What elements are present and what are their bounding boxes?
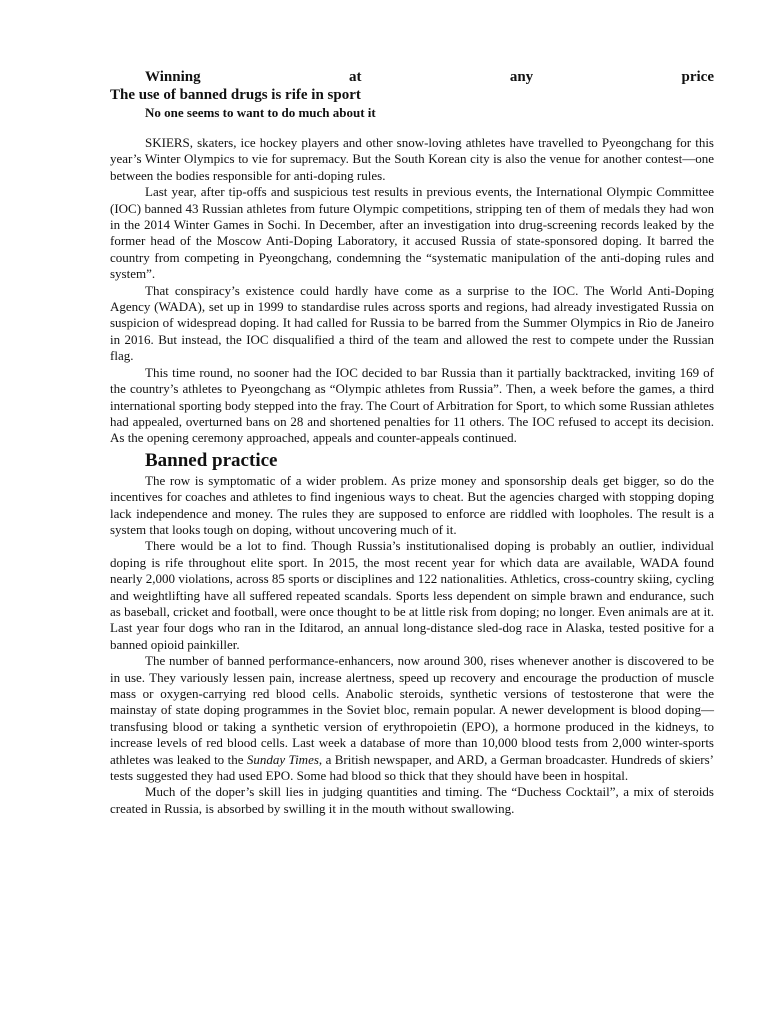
newspaper-name: Sunday Times: [246, 751, 319, 767]
paragraph: The row is symptomatic of a wider problem. As prize money and sponsorship deals get bigger, so do the incentives for coaches and athletes to find ingenious ways to cheat. But the agencies charged with stopping doping lack independence and money. The rules they are supposed to enforce are riddled with loopholes. The result is a system that looks tough on doping, without uncovering much of it.: [110, 472, 714, 537]
article-subtitle: The use of banned drugs is rife in sport: [110, 87, 361, 103]
paragraph: This time round, no sooner had the IOC decided to bar Russia than it partially backtracked, inviting 169 of the country’s athletes to Pyeongchang as “Olympic athletes from Russia”. Then, a week before the games, a third international sporting body stepped into the fray. The Court of Arbitration for Sport, to which some Russian athletes had appealed, overturned bans on 28 and shortened penalties for 11 others. The IOC refused to accept its decision. As the opening ceremony approached, appeals and counter-appeals continued.: [110, 364, 714, 446]
paragraph: SKIERS, skaters, ice hockey players and other snow-loving athletes have travelled to Pyeongchang for this year’s Winter Olympics to vie for supremacy. But the South Korean city is also the venue for another contest—one between the bodies responsible for anti-doping rules.: [110, 135, 714, 183]
title-word: Winning: [145, 69, 201, 85]
title-word: price: [681, 69, 714, 85]
paragraph: [110, 653, 714, 784]
paragraph-text: The number of banned performance-enhancers, now around 300, rises whenever another is discovered to be in use. They variously lessen pain, increase alertness, speed up recovery and encourage the production of muscle mass or oxygen-carrying red blood cells. Anabolic steroids, synthetic versions of testosterone that were the mainstay of state doping programmes in the Soviet bloc, remain popular. A newer development is blood doping—transfusing blood or taking a synthetic version of erythropoietin (EPO), a hormone produced in the kidneys, to increase levels of red blood cells. Last week a database of more than 10,000 blood tests from 2,000 winter-sports athletes was leaked to the: [110, 653, 714, 767]
article: [110, 68, 714, 817]
article-kicker: No one seems to want to do much about it: [145, 105, 376, 120]
paragraph: Much of the doper’s skill lies in judging quantities and timing. The “Duchess Cocktail”, a mix of steroids created in Russia, is absorbed by swilling it in the mouth without swallowing.: [110, 784, 714, 816]
paragraph-text: , a British newspaper, and ARD, a German broadcaster. Hundreds of skiers’ tests suggested they had used EPO. Some had blood so thick that they should have been in hospital.: [110, 751, 714, 784]
paragraph: There would be a lot to find. Though Russia’s institutionalised doping is probably an outlier, individual doping is rife throughout elite sport. In 2015, the most recent year for which data are available, WADA found nearly 2,000 violations, across 85 sports or disciplines and 122 nationalities. Athletics, cross-country skiing, cycling and weightlifting have all suffered repeated scandals. Sports less dependent on simple brawn and endurance, such as baseball, cricket and football, were once thought to be at little risk from doping; no longer. Even animals are at it. Last year four dogs who ran in the Iditarod, an annual long-distance sled-dog race in Alaska, tested positive for a banned opioid painkiller.: [110, 538, 714, 652]
title-word: any: [509, 69, 534, 85]
section-heading: Banned practice: [145, 449, 278, 471]
paragraph: That conspiracy’s existence could hardly have come as a surprise to the IOC. The World Anti-Doping Agency (WADA), set up in 1999 to standardise rules across sports and regions, had already investigated Russia on suspicion of widespread doping. It had called for Russia to be barred from the Summer Olympics in Rio de Janeiro in 2016. But instead, the IOC disqualified a third of the team and allowed the rest to compete under the Russian flag.: [110, 282, 714, 364]
title-word: at: [348, 69, 362, 85]
article-title: [110, 68, 714, 86]
paragraph: Last year, after tip-offs and suspicious test results in previous events, the International Olympic Committee (IOC) banned 43 Russian athletes from future Olympic competitions, stripping ten of them of medals they had won in the 2014 Winter Games in Sochi. In December, after an investigation into drug-screening records leaked by the former head of the Moscow Anti-Doping Laboratory, it accused Russia of state-sponsored doping. It barred the country from competing in Pyeongchang, condemning the “systematic manipulation of the anti-doping rules and system”.: [110, 184, 714, 282]
